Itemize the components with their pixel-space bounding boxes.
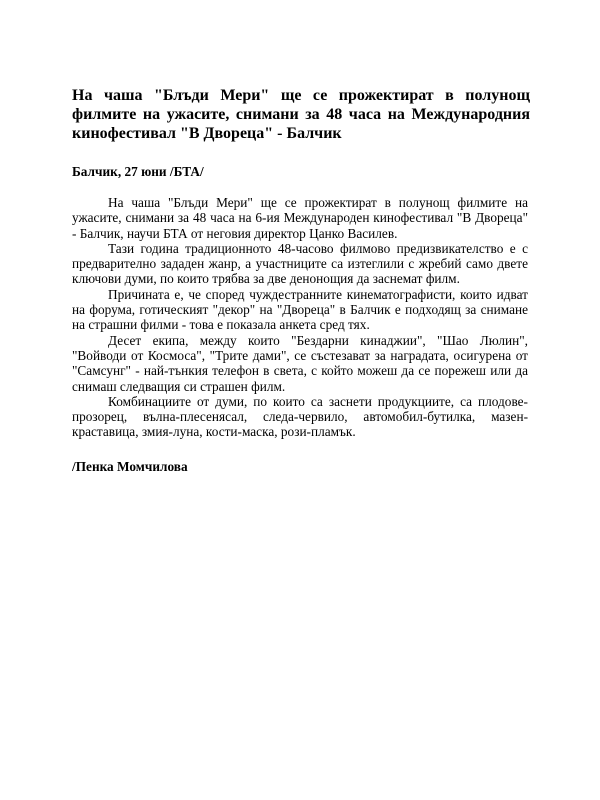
article-author: /Пенка Момчилова — [72, 459, 188, 474]
article-dateline: Балчик, 27 юни /БТА/ — [72, 164, 204, 179]
article-paragraph: Тази година традиционното 48-часово филмово предизвикателство е с предварително зададен жанр, а участниците са изтеглили с жребий само двете ключови думи, по които трябва за две денонощия да заснемат филм. — [72, 240, 528, 287]
article-paragraph: Десет екипа, между които "Бездарни кинаджии", "Шао Люлин", "Войводи от Космоса", "Трите дами", се състезават за наградата, осигурена от "Самсунг" - най-тънкия телефон в света, с който можеш да се порежеш или да снимаш следващия си страшен филм. — [72, 332, 528, 394]
article-paragraph: На чаша "Блъди Мери" ще се прожектират в полунощ филмите на ужасите, снимани за 48 часа на 6-ия Международен кинофестивал "В Двореца" - Балчик, научи БТА от неговия директор Цанко Василев. — [72, 195, 528, 241]
article-paragraph: Причината е, че според чуждестранните кинематографисти, които идват на форума, готическият "декор" на "Двореца" в Балчик е подходящ за снимане на страшни филми - това е показала анкета сред тях. — [72, 286, 528, 333]
article-body — [72, 195, 528, 440]
article-paragraph: Комбинациите от думи, по които са заснети продукциите, са плодове-прозорец, вълна-плесенясал, следа-червило, автомобил-бутилка, мазен-краставица, змия-луна, кости-маска, рози-пламък. — [72, 393, 528, 440]
article-headline: На чаша "Блъди Мери" ще се прожектират в полунощ филмите на ужасите, снимани за 48 часа на Международния кинофестивал "В Двореца" - Балчик — [72, 87, 530, 142]
